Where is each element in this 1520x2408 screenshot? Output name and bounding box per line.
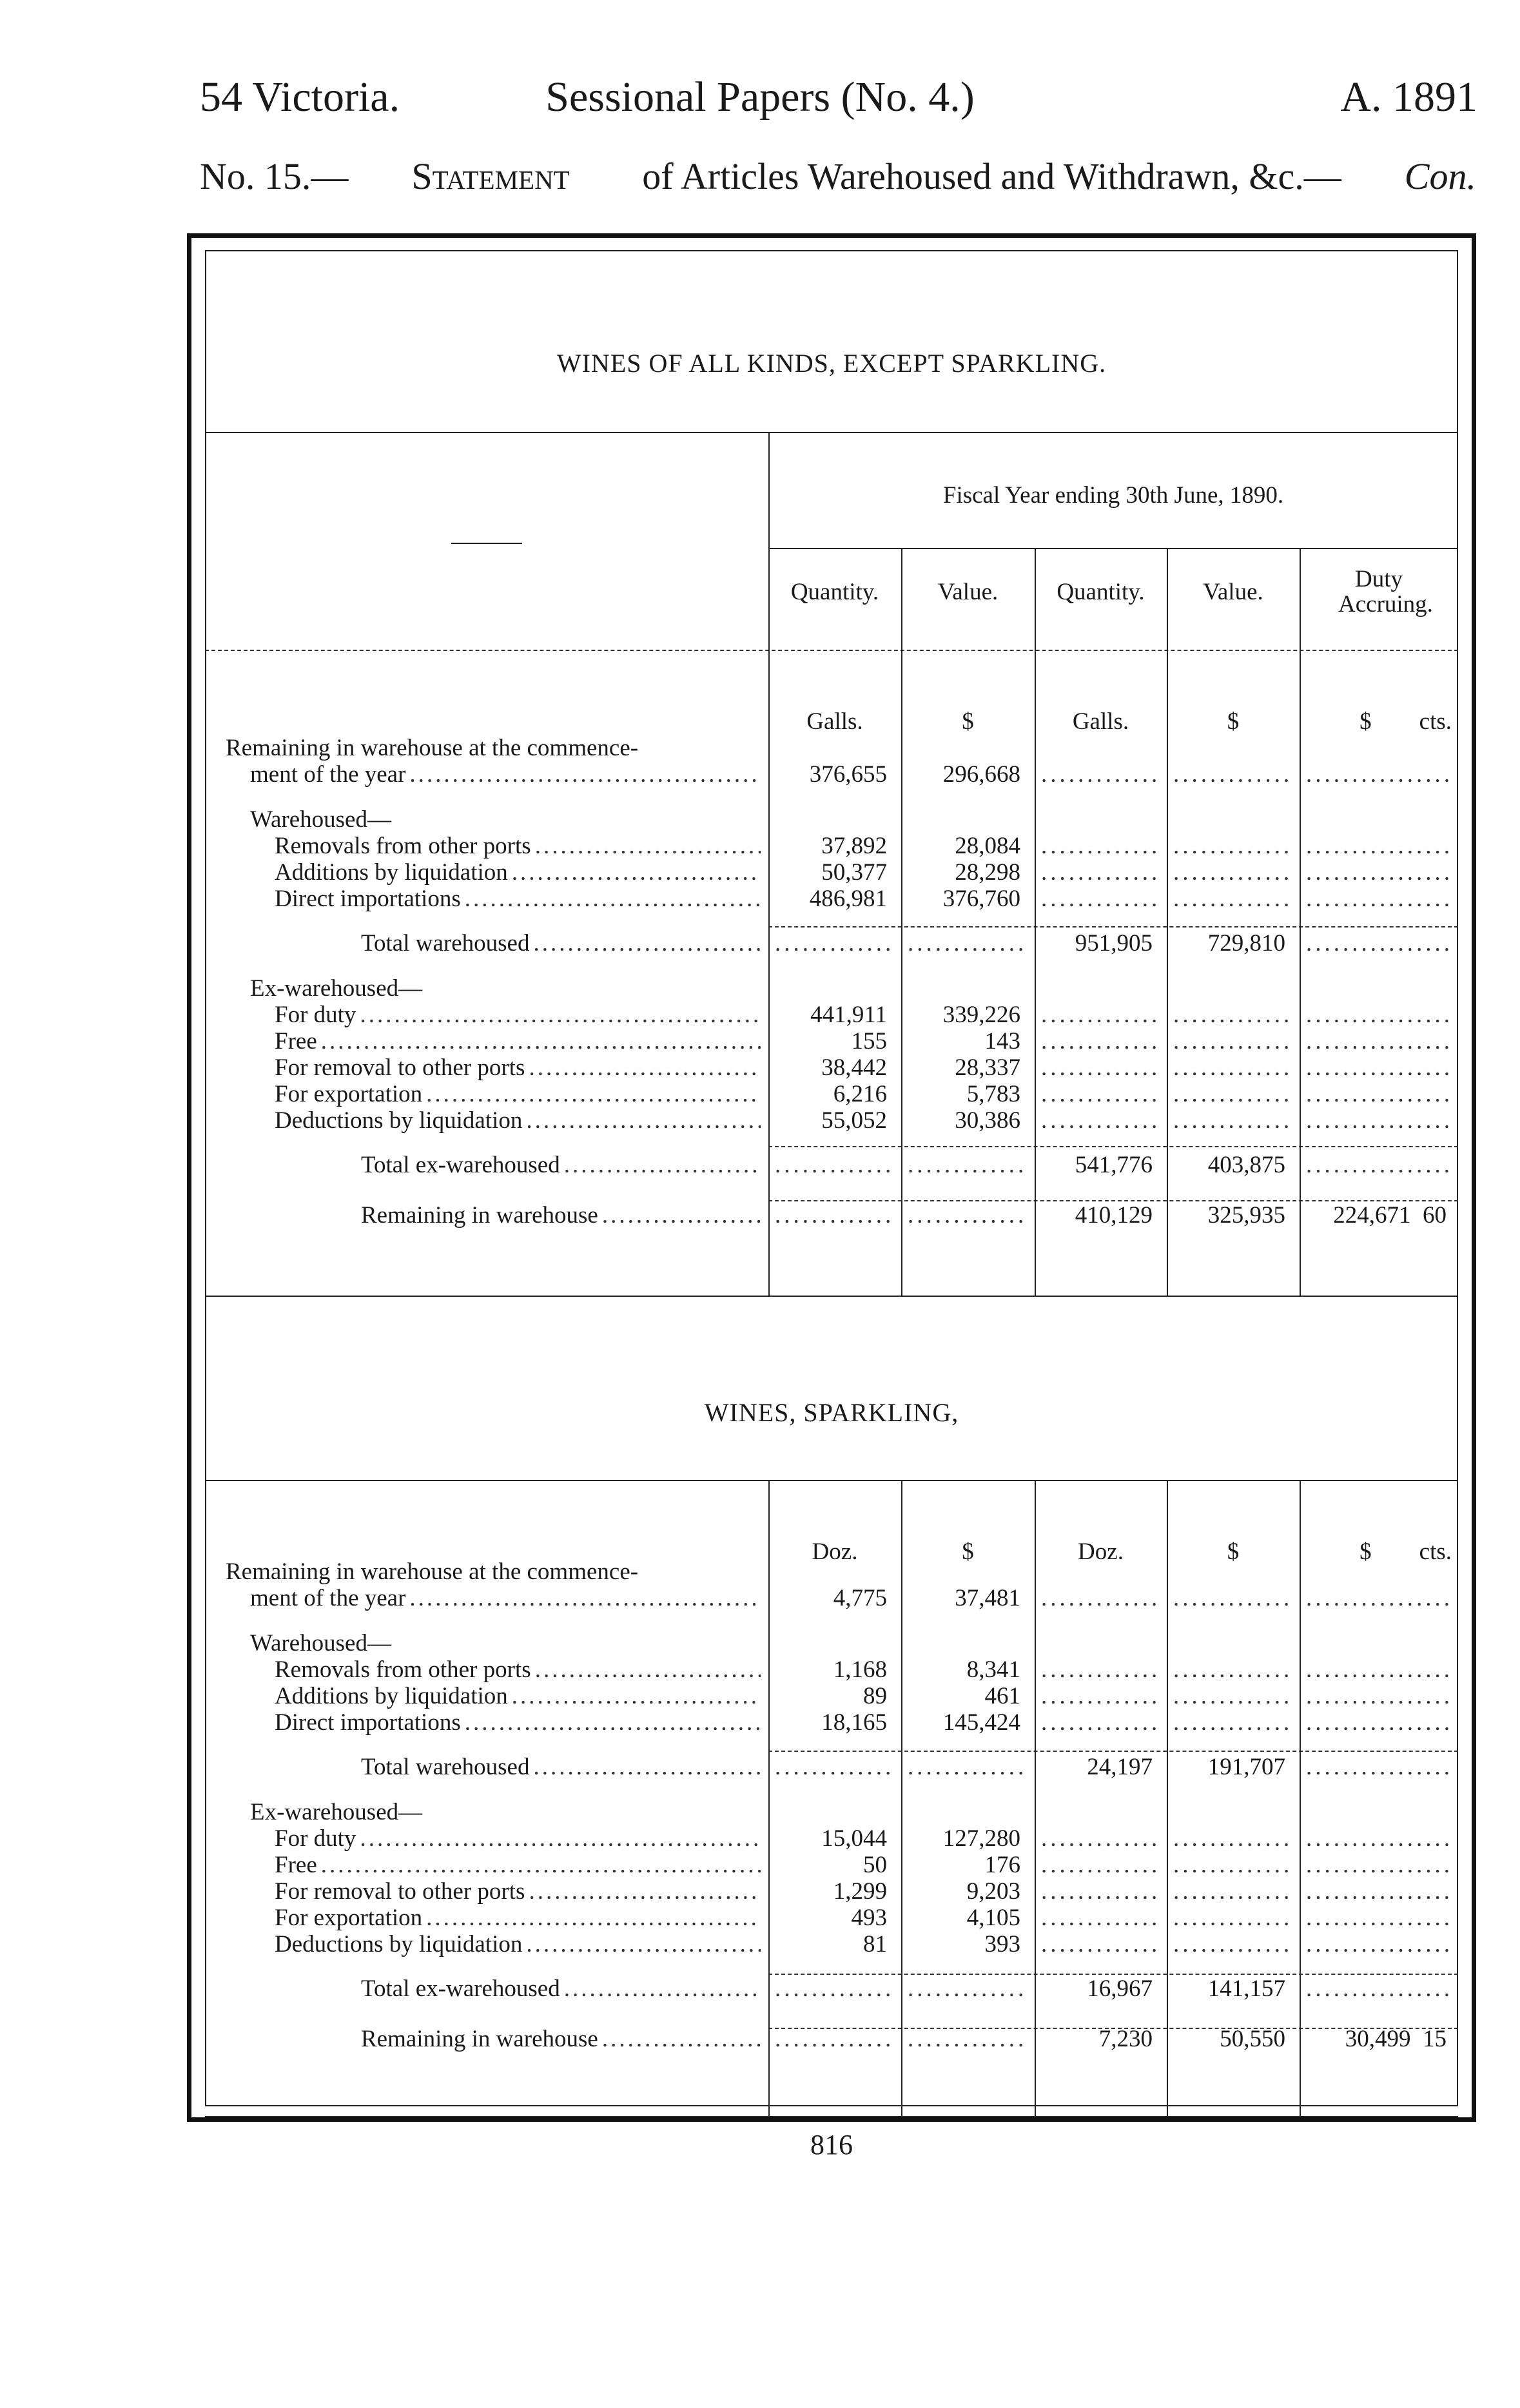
leader-dots: [360, 1827, 761, 1850]
cell-empty: [1173, 1056, 1293, 1080]
row-label-text: Remaining in warehouse at the commence-: [226, 1558, 639, 1585]
row-label: [226, 1560, 761, 1584]
cell-empty: [908, 1153, 1028, 1177]
cell-empty: [1306, 1977, 1452, 2001]
row-label: [275, 1932, 761, 1956]
cell-qty: 81: [863, 1931, 887, 1957]
cell-empty: [1306, 1711, 1452, 1734]
cell-qty: 493: [851, 1905, 887, 1931]
cell-empty: [1306, 1586, 1452, 1610]
cell-empty: [908, 1977, 1028, 2001]
cell-qty: 6,216: [833, 1081, 887, 1107]
cell-empty: [1306, 1853, 1452, 1877]
unit-label: Doz.: [812, 1539, 858, 1565]
cell-empty: [1173, 1109, 1293, 1132]
cell-value: 325,935: [1207, 1202, 1285, 1228]
leader-dots: [426, 1906, 761, 1930]
row-label: [226, 736, 761, 760]
group-heading: Warehoused—: [250, 1630, 391, 1656]
row-label: [361, 1977, 761, 2001]
row-label: [275, 1029, 761, 1053]
cell-qty: 55,052: [821, 1107, 887, 1134]
fiscal-year-rule: [768, 548, 1458, 549]
row-label: [275, 1906, 761, 1930]
cell-empty: [1306, 834, 1452, 858]
cell-value: 143: [984, 1028, 1020, 1054]
statement-con: Con.: [1404, 155, 1476, 197]
cell-qty: 37,892: [821, 833, 887, 859]
leader-dots: [529, 1056, 761, 1080]
row-label-text: For exportation: [275, 1905, 423, 1931]
row-label-text: Deductions by liquidation: [275, 1107, 523, 1134]
row-label: [361, 1755, 761, 1779]
cell-empty: [1041, 887, 1160, 911]
row-label-text: Remaining in warehouse: [361, 1202, 598, 1228]
cell-empty: [1173, 1827, 1293, 1850]
row-label-text: Total ex-warehoused: [361, 1976, 560, 2002]
cell-empty: [1173, 1586, 1293, 1610]
section-top-rule: [205, 1480, 1458, 1481]
cell-qty: 7,230: [1098, 2026, 1153, 2052]
leader-dots: [526, 1109, 761, 1132]
leader-dots: [465, 887, 761, 911]
row-label-text: Total ex-warehoused: [361, 1152, 560, 1178]
cell-qty: 89: [863, 1683, 887, 1709]
cell-empty: [1173, 1684, 1293, 1708]
cell-empty: [1173, 1906, 1293, 1930]
cell-empty: [1173, 1879, 1293, 1903]
totals-rule: [768, 2028, 1458, 2029]
statement-word: Statement: [411, 155, 570, 197]
group-heading: Warehoused—: [250, 806, 391, 833]
totals-rule: [768, 1974, 1458, 1975]
row-label-text: Total warehoused: [361, 1754, 530, 1780]
cell-empty: [1041, 1932, 1160, 1956]
cell-empty: [1041, 1056, 1160, 1080]
row-label: [275, 1684, 761, 1708]
cell-qty: 4,775: [833, 1585, 887, 1611]
section-bottom-rule: [205, 1296, 1458, 1297]
cell-qty: 951,905: [1075, 930, 1153, 956]
cell-empty: [1173, 1711, 1293, 1734]
column-heading-3: Value.: [1203, 579, 1263, 605]
row-label-text: Direct importations: [275, 886, 461, 912]
cell-value: 403,875: [1207, 1152, 1285, 1178]
leader-dots: [564, 1153, 761, 1177]
cell-value: 28,337: [955, 1054, 1020, 1081]
cell-value: 8,341: [966, 1656, 1020, 1683]
column-rule: [1300, 548, 1301, 1296]
cell-empty: [1041, 1082, 1160, 1106]
leader-dots: [409, 762, 761, 786]
cell-empty: [908, 931, 1028, 955]
totals-rule: [768, 1751, 1458, 1752]
cell-empty: [1041, 1658, 1160, 1682]
unit-label: $: [962, 1539, 974, 1565]
row-label-text: Removals from other ports: [275, 833, 531, 859]
cell-value: 28,084: [955, 833, 1020, 859]
cell-empty: [908, 1203, 1028, 1227]
row-label: [275, 1082, 761, 1106]
cell-qty: 376,655: [809, 761, 887, 788]
cell-qty: 18,165: [821, 1709, 887, 1736]
header-left: 54 Victoria.: [200, 73, 400, 121]
cell-qty: 16,967: [1087, 1976, 1153, 2002]
cell-empty: [1041, 1003, 1160, 1027]
row-label: [361, 2027, 761, 2051]
row-label-text: Free: [275, 1852, 317, 1878]
column-rule: [901, 548, 902, 1296]
cell-qty: 15,044: [821, 1825, 887, 1852]
cell-empty: [1173, 1932, 1293, 1956]
column-rule: [768, 1480, 770, 2116]
row-label: [275, 1853, 761, 1877]
cell-qty: 38,442: [821, 1054, 887, 1081]
cell-value: 461: [984, 1683, 1020, 1709]
column-heading-4: Duty Accruing.: [1338, 566, 1433, 617]
cell-empty: [1173, 887, 1293, 911]
cell-qty: 24,197: [1087, 1754, 1153, 1780]
cell-value: 729,810: [1207, 930, 1285, 956]
row-label-text: ment of the year: [250, 1585, 406, 1611]
cell-value: 9,203: [966, 1878, 1020, 1905]
column-rule: [1035, 1480, 1036, 2116]
cell-empty: [1041, 1906, 1160, 1930]
row-label-text: For removal to other ports: [275, 1054, 525, 1081]
cell-empty: [775, 1755, 895, 1779]
cell-empty: [1306, 860, 1452, 884]
row-label: [361, 931, 761, 955]
column-rule: [768, 432, 770, 1296]
row-label-text: Total warehoused: [361, 930, 530, 956]
cell-empty: [1306, 1879, 1452, 1903]
cell-empty: [1041, 1109, 1160, 1132]
leader-dots: [564, 1977, 761, 2001]
leader-dots: [409, 1586, 761, 1610]
leader-dots: [602, 1203, 761, 1227]
row-label-text: For duty: [275, 1002, 356, 1028]
leader-dots: [360, 1003, 761, 1027]
cell-value: 30,386: [955, 1107, 1020, 1134]
column-rule: [1167, 1480, 1168, 2116]
leader-dots: [512, 1684, 761, 1708]
column-rule: [901, 1480, 902, 2116]
column-heading-rule: [205, 650, 1458, 651]
row-label: [275, 1827, 761, 1850]
cell-duty: 224,671 60: [1333, 1202, 1447, 1228]
row-label-text: Deductions by liquidation: [275, 1931, 523, 1957]
section-title: WINES, SPARKLING,: [704, 1398, 959, 1427]
unit-label: $ cts.: [1359, 708, 1452, 735]
cell-qty: 50,377: [821, 859, 887, 886]
cell-empty: [1041, 1711, 1160, 1734]
leader-dots: [321, 1029, 761, 1053]
row-label: [275, 1003, 761, 1027]
group-heading: Ex-warehoused—: [250, 1799, 423, 1825]
cell-empty: [1306, 1658, 1452, 1682]
cell-value: 191,707: [1207, 1754, 1285, 1780]
row-label: [275, 1109, 761, 1132]
cell-qty: 486,981: [809, 886, 887, 912]
section-top-rule: [205, 432, 1458, 433]
cell-value: 127,280: [942, 1825, 1020, 1852]
leader-dots: [465, 1711, 761, 1734]
unit-label: $: [962, 708, 974, 735]
leader-dots: [533, 1755, 761, 1779]
row-label: [275, 834, 761, 858]
cell-empty: [1306, 1109, 1452, 1132]
cell-empty: [1306, 931, 1452, 955]
cell-empty: [1306, 1056, 1452, 1080]
row-label-text: Additions by liquidation: [275, 1683, 508, 1709]
cell-value: 5,783: [966, 1081, 1020, 1107]
cell-empty: [1041, 1586, 1160, 1610]
cell-empty: [1306, 1684, 1452, 1708]
leader-dots: [535, 1658, 761, 1682]
cell-empty: [1306, 1755, 1452, 1779]
cell-qty: 441,911: [810, 1002, 887, 1028]
row-label: [275, 887, 761, 911]
row-label: [275, 1658, 761, 1682]
cell-qty: 1,299: [833, 1878, 887, 1905]
unit-label: Galls.: [1072, 708, 1129, 735]
cell-empty: [775, 1977, 895, 2001]
cell-empty: [1173, 1029, 1293, 1053]
cell-empty: [775, 2027, 895, 2051]
cell-value: 37,481: [955, 1585, 1020, 1611]
row-label-text: For removal to other ports: [275, 1878, 525, 1905]
row-label-text: Additions by liquidation: [275, 859, 508, 886]
group-heading: Ex-warehoused—: [250, 975, 423, 1002]
cell-empty: [1306, 1932, 1452, 1956]
statement-title: [200, 155, 1476, 198]
cell-empty: [1306, 887, 1452, 911]
cell-empty: [1041, 860, 1160, 884]
cell-empty: [1041, 1684, 1160, 1708]
cell-qty: 50: [863, 1852, 887, 1878]
page-number: 816: [810, 2129, 853, 2160]
leader-dots: [526, 1932, 761, 1956]
cell-empty: [1306, 1827, 1452, 1850]
row-label: [275, 1056, 761, 1080]
cell-empty: [1306, 1906, 1452, 1930]
row-label-text: ment of the year: [250, 761, 406, 788]
leader-dots: [533, 931, 761, 955]
cell-empty: [1173, 834, 1293, 858]
leader-dots: [535, 834, 761, 858]
cell-value: 296,668: [942, 761, 1020, 788]
row-label-text: For duty: [275, 1825, 356, 1852]
cell-empty: [1173, 1003, 1293, 1027]
cell-value: 376,760: [942, 886, 1020, 912]
cell-empty: [908, 2027, 1028, 2051]
row-label-text: Removals from other ports: [275, 1656, 531, 1683]
cell-value: 141,157: [1207, 1976, 1285, 2002]
row-label-text: For exportation: [275, 1081, 423, 1107]
leader-dots: [529, 1879, 761, 1903]
cell-empty: [1306, 1082, 1452, 1106]
cell-qty: 155: [851, 1028, 887, 1054]
cell-value: 28,298: [955, 859, 1020, 886]
header-right: A. 1891: [1340, 73, 1477, 121]
column-rule: [1167, 548, 1168, 1296]
fiscal-year-heading: Fiscal Year ending 30th June, 1890.: [942, 482, 1284, 509]
row-label: [250, 1586, 761, 1610]
cell-value: 50,550: [1220, 2026, 1285, 2052]
column-heading-1: Value.: [937, 579, 999, 605]
cell-value: 393: [984, 1931, 1020, 1957]
stub-dash: [451, 543, 522, 544]
cell-empty: [1306, 1003, 1452, 1027]
cell-duty: 30,499 15: [1345, 2026, 1447, 2052]
row-label: [250, 762, 761, 786]
column-heading-0: Quantity.: [790, 579, 879, 605]
leader-dots: [426, 1082, 761, 1106]
cell-empty: [1041, 834, 1160, 858]
header-center: Sessional Papers (No. 4.): [545, 73, 975, 121]
leader-dots: [512, 860, 761, 884]
cell-value: 4,105: [966, 1905, 1020, 1931]
section-bottom-rule: [205, 2116, 1458, 2117]
column-rule: [1300, 1480, 1301, 2116]
unit-label: $ cts.: [1359, 1539, 1452, 1565]
column-heading-2: Quantity.: [1057, 579, 1145, 605]
cell-empty: [1041, 1827, 1160, 1850]
cell-empty: [1173, 1658, 1293, 1682]
unit-label: Doz.: [1078, 1539, 1124, 1565]
row-label-text: Free: [275, 1028, 317, 1054]
cell-empty: [1173, 860, 1293, 884]
cell-value: 145,424: [942, 1709, 1020, 1736]
leader-dots: [602, 2027, 761, 2051]
cell-empty: [1041, 1879, 1160, 1903]
unit-label: Galls.: [806, 708, 863, 735]
leader-dots: [321, 1853, 761, 1877]
row-label-text: Direct importations: [275, 1709, 461, 1736]
row-label: [275, 860, 761, 884]
cell-qty: 1,168: [833, 1656, 887, 1683]
statement-number: No. 15.—: [200, 155, 349, 197]
unit-label: $: [1227, 708, 1240, 735]
cell-empty: [1173, 1082, 1293, 1106]
unit-label: $: [1227, 1539, 1240, 1565]
row-label: [361, 1203, 761, 1227]
cell-empty: [1041, 762, 1160, 786]
cell-empty: [1041, 1853, 1160, 1877]
section-title: WINES OF ALL KINDS, EXCEPT SPARKLING.: [556, 349, 1107, 378]
row-label: [275, 1879, 761, 1903]
row-label: [275, 1711, 761, 1734]
cell-value: 339,226: [942, 1002, 1020, 1028]
cell-empty: [1306, 762, 1452, 786]
column-rule: [1035, 548, 1036, 1296]
cell-empty: [1306, 1029, 1452, 1053]
totals-rule: [768, 1200, 1458, 1201]
cell-empty: [775, 1203, 895, 1227]
cell-empty: [1041, 1029, 1160, 1053]
cell-empty: [775, 1153, 895, 1177]
statement-rest: of Articles Warehoused and Withdrawn, &c.—: [632, 155, 1341, 197]
cell-empty: [1306, 1153, 1452, 1177]
cell-qty: 410,129: [1075, 1202, 1153, 1228]
cell-qty: 541,776: [1075, 1152, 1153, 1178]
cell-empty: [908, 1755, 1028, 1779]
cell-value: 176: [984, 1852, 1020, 1878]
row-label-text: Remaining in warehouse at the commence-: [226, 735, 639, 761]
totals-rule: [768, 926, 1458, 927]
totals-rule: [768, 1146, 1458, 1147]
row-label-text: Remaining in warehouse: [361, 2026, 598, 2052]
row-label: [361, 1153, 761, 1177]
cell-empty: [1173, 1853, 1293, 1877]
cell-empty: [1173, 762, 1293, 786]
cell-empty: [775, 931, 895, 955]
